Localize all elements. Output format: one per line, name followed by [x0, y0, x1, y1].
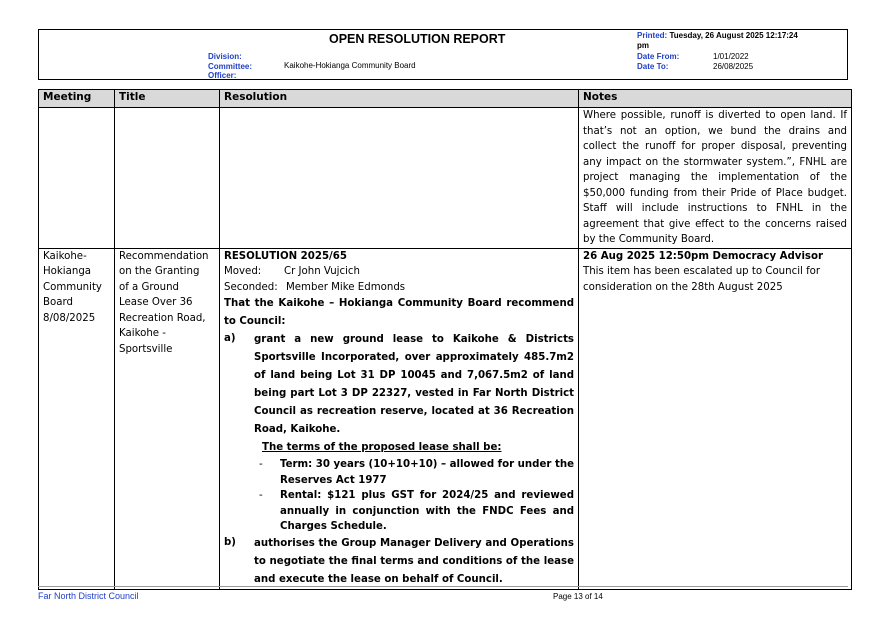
title-line: Recommendation [119, 250, 209, 262]
terms-heading: The terms of the proposed lease shall be: [262, 442, 502, 453]
meeting-line: Kaikohe- [43, 250, 87, 262]
meeting-line: Community [43, 281, 102, 293]
term-text: Rental: $121 plus GST for 2024/25 and reviewed annually in conjunction with the FNDC Fees and Charges Schedule. [280, 490, 574, 532]
notes-heading: 26 Aug 2025 12:50pm Democracy Advisor [583, 250, 824, 262]
committee-label: Committee: [208, 61, 253, 71]
seconded-value: Member Mike Edmonds [286, 281, 406, 293]
printed-info [637, 31, 842, 50]
title-line: on the Granting [119, 266, 200, 277]
title-line: of a Ground [119, 281, 180, 293]
seconded-label: Seconded: [224, 281, 278, 293]
notes-text: This item has been escalated up to Council for consideration on the 28th August 2025 [583, 266, 821, 293]
printed-value: Tuesday, 26 August 2025 12:17:24 [669, 31, 798, 40]
footer-organisation: Far North District Council [38, 591, 139, 601]
item-text: grant a new ground lease to Kaikohe & Districts Sportsville Incorporated, over approximately 485.7m2 of land being Lot 31 DP 10045 and 7,067.5m2 of land being part Lot 3 DP 22327, vested in Far North District Council as recreation reserve, located at 36 Recreation Road, Kaikohe. [254, 334, 574, 435]
item-marker: a) [224, 333, 236, 344]
committee-value: Kaikohe-Hokianga Community Board [284, 61, 416, 70]
notes-text: Where possible, runoff is diverted to open land. If that’s not an option, we bund the drains and collect the runoff for proper disposal, preventing any impact on the stormwater system.”, FNHL are project managing the implementation of the $50,000 funding from their Pride of Place budget. Staff will include instructions to FNHL in the agreement that give effect to the concerns raised by the Community Board. [583, 110, 847, 245]
item-marker: b) [224, 536, 236, 548]
moved-line [224, 264, 574, 280]
resolution-intro: That the Kaikohe – Hokianga Community Board recommend to Council: [224, 298, 574, 327]
moved-label: Moved: [224, 266, 262, 277]
page-number: Page 13 of 14 [553, 592, 603, 601]
title-line: Sportsville [119, 343, 173, 355]
date-to-value: 26/08/2025 [713, 61, 754, 71]
notes-cell [579, 248, 852, 589]
resolution-table [38, 89, 852, 590]
title-line: Lease Over 36 [119, 297, 193, 308]
moved-value: Cr John Vujcich [284, 266, 360, 277]
item-text: authorises the Group Manager Delivery and Operations to negotiate the final terms and conditions of the lease and execute the lease on behalf of Council. [254, 537, 574, 585]
date-range [637, 52, 753, 71]
title-cell [115, 248, 220, 589]
date-to-label: Date To: [637, 61, 669, 71]
table-row [39, 248, 852, 589]
footer-divider [38, 586, 848, 587]
report-header [38, 29, 848, 80]
term-marker: - [259, 490, 263, 501]
resolution-item-b [224, 535, 574, 589]
resolution-cell [220, 248, 579, 589]
column-header-notes: Notes [579, 90, 852, 108]
title-line: Recreation Road, [119, 312, 206, 324]
division-label: Division: [208, 52, 242, 61]
resolution-cell [220, 108, 579, 249]
term-item [259, 488, 574, 535]
meeting-date: 8/08/2025 [43, 312, 96, 324]
column-header-title: Title [115, 90, 220, 108]
meeting-line: Hokianga [43, 266, 92, 277]
meeting-line: Board [43, 297, 73, 308]
table-row [39, 108, 852, 249]
report-title: OPEN RESOLUTION REPORT [329, 32, 506, 46]
printed-label: Printed: [637, 31, 668, 40]
column-header-meeting: Meeting [39, 90, 115, 108]
table-header-row [39, 90, 852, 108]
meeting-cell [39, 248, 115, 589]
officer-label: Officer: [208, 71, 237, 80]
meeting-cell [39, 108, 115, 249]
title-line: Kaikohe - [119, 328, 166, 339]
date-from-label: Date From: [637, 52, 680, 61]
title-cell [115, 108, 220, 249]
term-item [259, 457, 574, 488]
date-from-value: 1/01/2022 [713, 52, 749, 61]
resolution-number: RESOLUTION 2025/65 [224, 250, 347, 262]
resolution-item-a [224, 331, 574, 439]
term-text: Term: 30 years (10+10+10) – allowed for under the Reserves Act 1977 [280, 459, 574, 486]
column-header-resolution: Resolution [220, 90, 579, 108]
seconded-line [224, 280, 574, 296]
term-marker: - [259, 459, 263, 470]
notes-cell [579, 108, 852, 249]
printed-suffix: pm [637, 40, 649, 50]
meta-labels [208, 52, 252, 81]
